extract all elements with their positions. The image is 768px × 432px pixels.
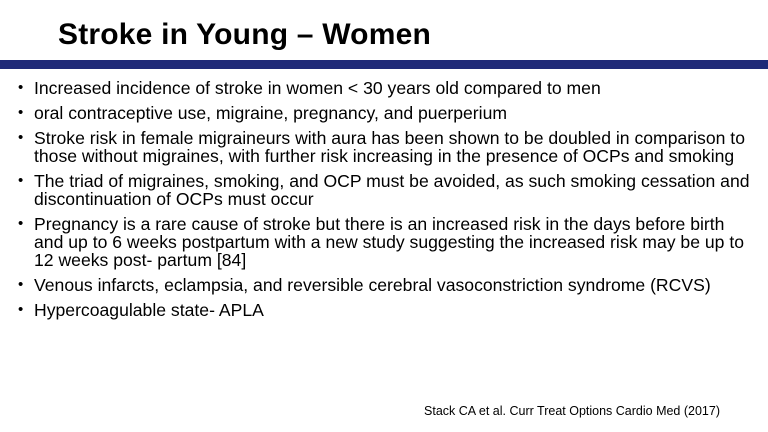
bullet-text: Stroke risk in female migraineurs with aura has been shown to be doubled in comparison to those without migraines, with further risk increasing in the presence of OCPs and smoking	[34, 128, 745, 166]
bullet-item	[16, 301, 756, 319]
bullet-dot-icon: •	[18, 276, 24, 293]
citation-reference: Stack CA et al. Curr Treat Options Cardio Med (2017)	[424, 404, 720, 418]
bullet-dot-icon: •	[18, 79, 24, 96]
title-divider-bar	[0, 60, 768, 69]
bullet-text: oral contraceptive use, migraine, pregnancy, and puerperium	[34, 103, 508, 123]
bullet-dot-icon: •	[18, 104, 24, 121]
bullet-text: Hypercoagulable state- APLA	[34, 300, 264, 320]
bullet-dot-icon: •	[18, 129, 24, 146]
bullet-text: Increased incidence of stroke in women < 30 years old compared to men	[34, 78, 601, 98]
slide-title: Stroke in Young – Women	[58, 18, 431, 51]
bullet-item	[16, 129, 756, 165]
bullet-text: The triad of migraines, smoking, and OCP must be avoided, as such smoking cessation and discontinuation of OCPs must occur	[34, 171, 750, 209]
bullet-dot-icon: •	[18, 172, 24, 189]
bullet-text: Venous infarcts, eclampsia, and reversible cerebral vasoconstriction syndrome (RCVS)	[34, 275, 711, 295]
bullet-item	[16, 104, 756, 122]
bullet-list	[16, 79, 756, 326]
bullet-item	[16, 79, 756, 97]
bullet-item	[16, 172, 756, 208]
bullet-text: Pregnancy is a rare cause of stroke but there is an increased risk in the days before birth and up to 6 weeks postpartum with a new study suggesting the increased risk may be up to 12 weeks post- partum [84]	[34, 214, 745, 270]
bullet-item	[16, 276, 756, 294]
bullet-item	[16, 215, 756, 269]
bullet-dot-icon: •	[18, 215, 24, 232]
bullet-dot-icon: •	[18, 301, 24, 318]
